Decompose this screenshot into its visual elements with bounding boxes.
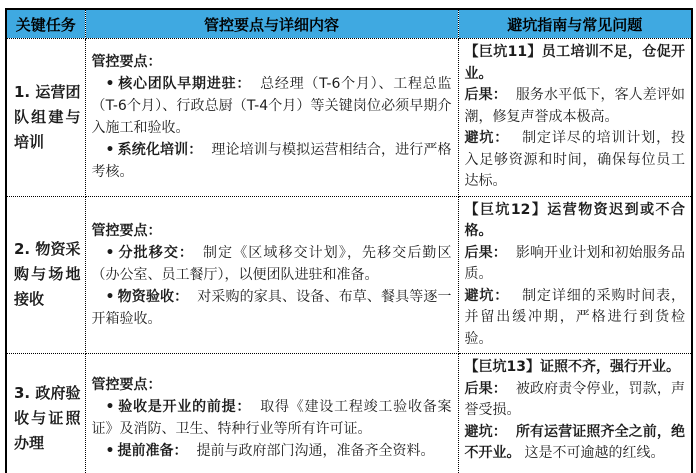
control-points-title: 管控要点： xyxy=(91,54,162,71)
avoid-line xyxy=(465,422,686,465)
control-cell xyxy=(85,196,458,354)
bullet-label: 提前准备： xyxy=(117,443,188,460)
bullet-label: 分批移交： xyxy=(117,244,195,261)
bullet-item xyxy=(92,73,452,139)
header-row xyxy=(6,9,692,39)
pitfall-title: 【巨坑13】证照不齐，强行开业。 xyxy=(464,359,680,375)
bullet-item xyxy=(92,286,452,330)
bullet-text: 理论培训与模拟运营相结合，进行严格考核。 xyxy=(91,142,452,181)
bullet-text: 提前与政府部门沟通，准备齐全资料。 xyxy=(196,443,435,460)
table-row xyxy=(6,196,692,354)
pitfall-title: 【巨坑11】员工培训不足，仓促开业。 xyxy=(464,44,685,82)
bullet-icon: • xyxy=(105,244,115,261)
avoid-line xyxy=(465,128,686,193)
consequence-label: 后果： xyxy=(464,380,507,397)
table-row xyxy=(6,39,692,197)
bullet-text: 取得《建设工程竣工验收备案证》及消防、卫生、特种行业等所有许可证。 xyxy=(91,399,452,438)
bullet-item xyxy=(92,396,452,440)
consequence-line xyxy=(465,379,686,422)
bullet-icon: • xyxy=(105,288,115,305)
avoid-bold-text: 所有运营证照齐全之前，绝不开业。 xyxy=(464,423,686,461)
bullet-icon: • xyxy=(105,443,115,460)
task-cell: 2. 物资采购与场地接收 xyxy=(6,196,85,354)
bullet-item xyxy=(92,440,452,462)
control-points-title: 管控要点： xyxy=(91,222,162,239)
bullet-item xyxy=(92,139,452,183)
bullet-item xyxy=(92,242,452,286)
control-points-title: 管控要点： xyxy=(91,377,162,394)
control-cell xyxy=(85,354,458,473)
consequence-text: 服务水平低下，客人差评如潮，修复声誉成本极高。 xyxy=(464,87,686,125)
consequence-label: 后果： xyxy=(464,87,507,103)
table-row xyxy=(6,354,692,473)
consequence-label: 后果： xyxy=(464,244,507,261)
bullet-text: 对采购的家具、设备、布草、餐具等逐一开箱验收。 xyxy=(91,288,452,327)
avoid-text: 制定详细的采购时间表，并留出缓冲期，严格进行到货检验。 xyxy=(464,287,686,347)
avoid-label: 避坑： xyxy=(464,287,510,304)
consequence-text: 影响开业计划和初始服务品质。 xyxy=(464,244,686,282)
task-control-table xyxy=(5,8,693,473)
avoid-label: 避坑： xyxy=(464,423,507,440)
bullet-label: 核心团队早期进驻： xyxy=(117,76,252,93)
avoid-line xyxy=(465,286,686,351)
pitfall-cell xyxy=(458,196,692,354)
control-cell xyxy=(85,39,458,197)
bullet-label: 系统化培训： xyxy=(117,142,203,159)
task-cell: 1. 运营团队组建与培训 xyxy=(6,39,85,197)
bullet-label: 验收是开业的前提： xyxy=(117,399,252,416)
bullet-label: 物资验收： xyxy=(117,288,189,305)
bullet-icon: • xyxy=(105,142,115,159)
consequence-line xyxy=(465,85,686,128)
pitfall-title: 【巨坑12】运营物资迟到或不合格。 xyxy=(464,201,685,239)
bullet-icon: • xyxy=(105,399,115,416)
bullet-text: 制定《区域移交计划》，先移交后勤区（办公室、员工餐厅），以便团队进驻和准备。 xyxy=(91,244,452,283)
avoid-label: 避坑： xyxy=(464,130,510,146)
column-header-pitfall-guide: 避坑指南与常见问题 xyxy=(458,9,692,39)
pitfall-cell xyxy=(458,39,692,197)
column-header-control-points: 管控要点与详细内容 xyxy=(85,9,458,39)
pitfall-cell xyxy=(458,354,692,473)
column-header-key-tasks: 关键任务 xyxy=(6,9,85,39)
consequence-text: 被政府责令停业，罚款，声誉受损。 xyxy=(464,380,686,418)
bullet-icon: • xyxy=(105,76,115,93)
task-cell: 3. 政府验收与证照办理 xyxy=(6,354,85,473)
avoid-text: 制定详尽的培训计划，投入足够资源和时间，确保每位员工达标。 xyxy=(464,130,686,189)
avoid-text: 这是不可逾越的红线。 xyxy=(524,445,665,461)
consequence-line xyxy=(465,243,686,286)
bullet-text: 总经理（T-6个月）、工程总监（T-6个月）、行政总厨（T-4个月）等关键岗位必须早期介入施工和验收。 xyxy=(91,76,452,137)
